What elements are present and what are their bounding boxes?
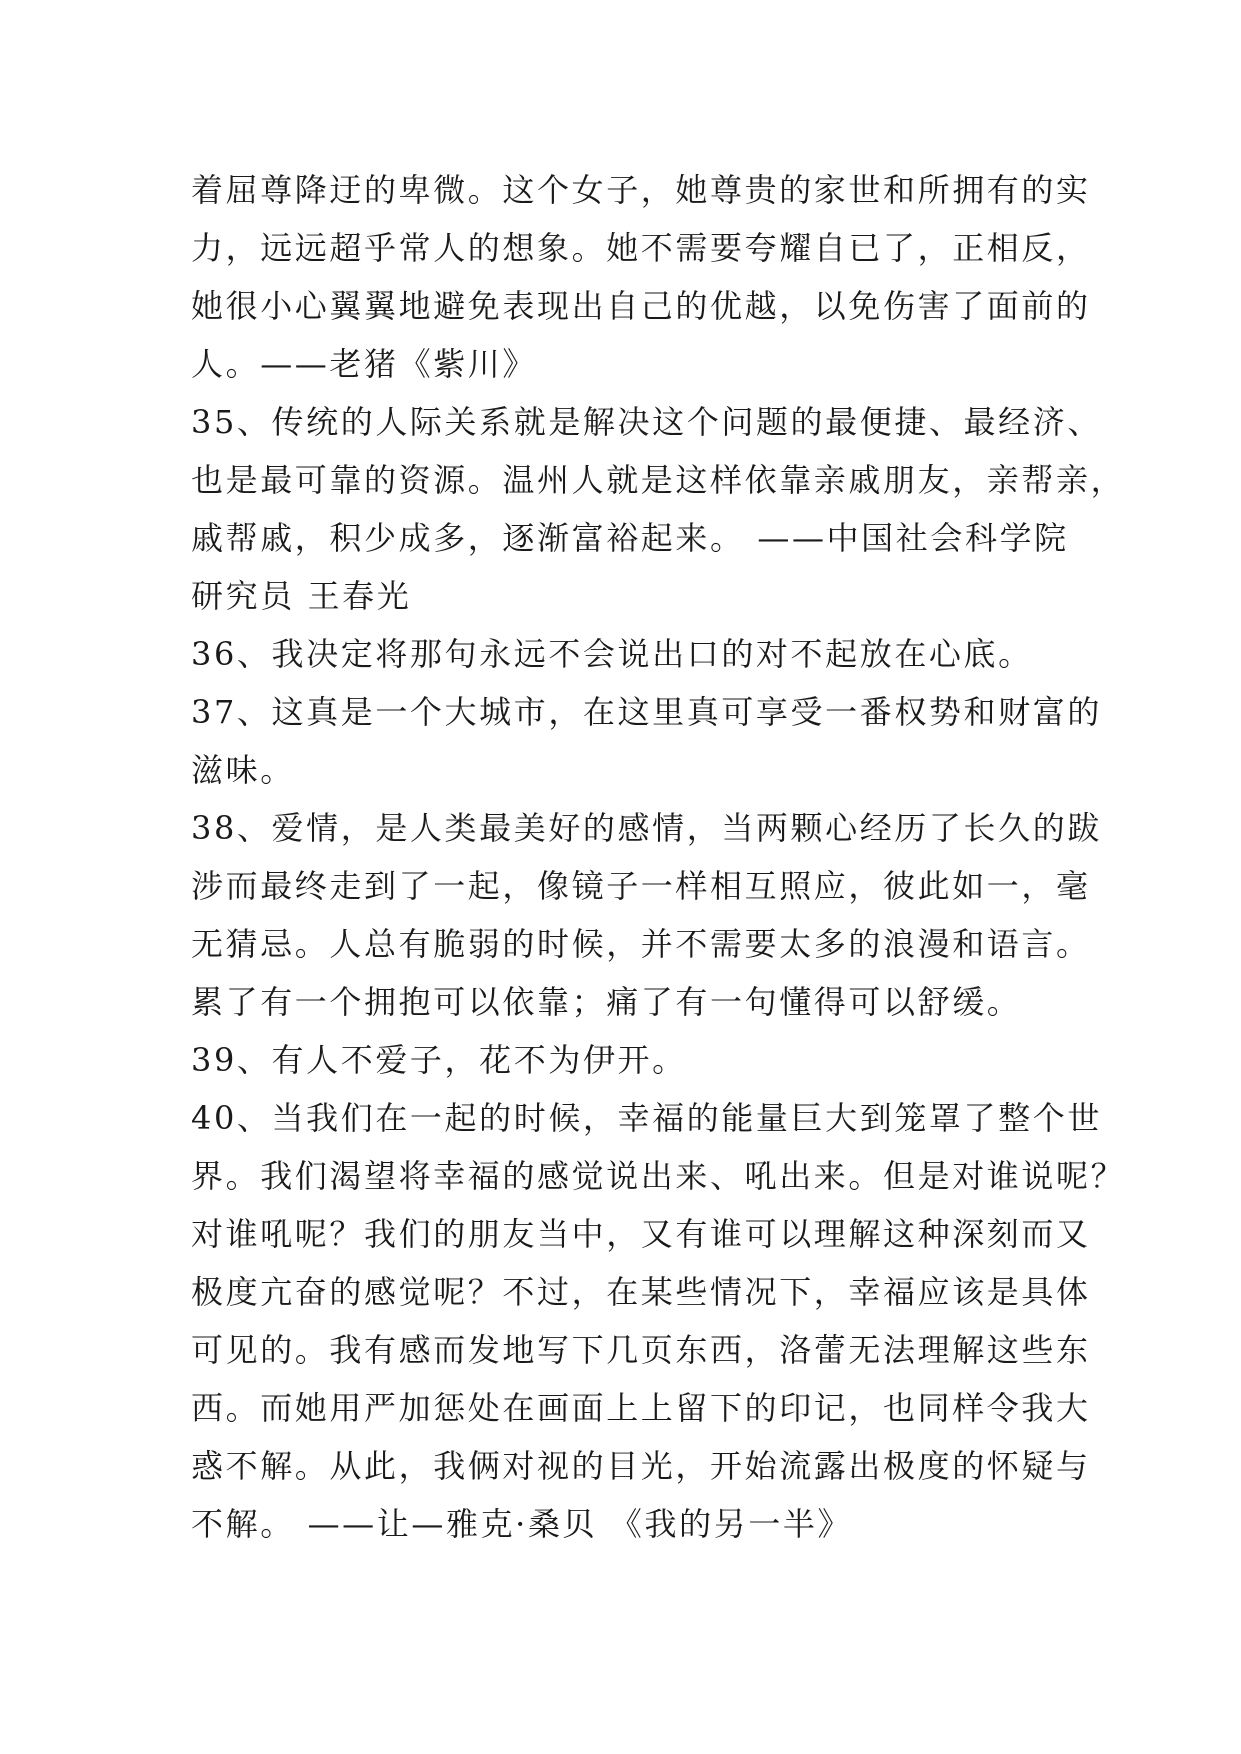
text-line: 无猜忌。人总有脆弱的时候，并不需要太多的浪漫和语言。 bbox=[191, 925, 1091, 963]
text-line: 35、传统的人际关系就是解决这个问题的最便捷、最经济、 bbox=[191, 403, 1102, 441]
text-line: 着屈尊降迂的卑微。这个女子，她尊贵的家世和所拥有的实 bbox=[191, 171, 1091, 209]
text-line: 不解。 ——让—雅克·桑贝 《我的另一半》 bbox=[191, 1505, 853, 1543]
text-line: 37、这真是一个大城市，在这里真可享受一番权势和财富的 bbox=[191, 693, 1102, 731]
text-line: 36、我决定将那句永远不会说出口的对不起放在心底。 bbox=[191, 635, 1033, 673]
body-text bbox=[191, 161, 1126, 1553]
text-line: 40、当我们在一起的时候，幸福的能量巨大到笼罩了整个世 bbox=[191, 1099, 1102, 1137]
text-line: 涉而最终走到了一起，像镜子一样相互照应，彼此如一，毫 bbox=[191, 867, 1091, 905]
text-line: 累了有一个拥抱可以依靠；痛了有一句懂得可以舒缓。 bbox=[191, 983, 1022, 1021]
text-line: 极度亢奋的感觉呢？不过，在某些情况下，幸福应该是具体 bbox=[191, 1273, 1091, 1311]
text-line: 西。而她用严加惩处在画面上上留下的印记，也同样令我大 bbox=[191, 1389, 1091, 1427]
text-line: 人。——老猪《紫川》 bbox=[191, 345, 538, 383]
text-line: 戚帮戚，积少成多，逐渐富裕起来。 ——中国社会科学院 bbox=[191, 519, 1069, 557]
text-line: 滋味。 bbox=[191, 751, 295, 789]
text-line: 她很小心翼翼地避免表现出自己的优越，以免伤害了面前的 bbox=[191, 287, 1091, 325]
text-line: 对谁吼呢？我们的朋友当中，又有谁可以理解这种深刻而又 bbox=[191, 1215, 1091, 1253]
text-line: 惑不解。从此，我俩对视的目光，开始流露出极度的怀疑与 bbox=[191, 1447, 1091, 1485]
text-line: 可见的。我有感而发地写下几页东西，洛蕾无法理解这些东 bbox=[191, 1331, 1091, 1369]
text-line: 力，远远超乎常人的想象。她不需要夸耀自已了，正相反， bbox=[191, 229, 1091, 267]
text-line: 也是最可靠的资源。温州人就是这样依靠亲戚朋友，亲帮亲， bbox=[191, 461, 1126, 499]
text-line: 研究员 王春光 bbox=[191, 577, 412, 615]
text-line: 界。我们渴望将幸福的感觉说出来、吼出来。但是对谁说呢？ bbox=[191, 1157, 1126, 1195]
text-line: 38、爱情，是人类最美好的感情，当两颗心经历了长久的跋 bbox=[191, 809, 1102, 847]
text-line: 39、有人不爱子，花不为伊开。 bbox=[191, 1041, 687, 1079]
